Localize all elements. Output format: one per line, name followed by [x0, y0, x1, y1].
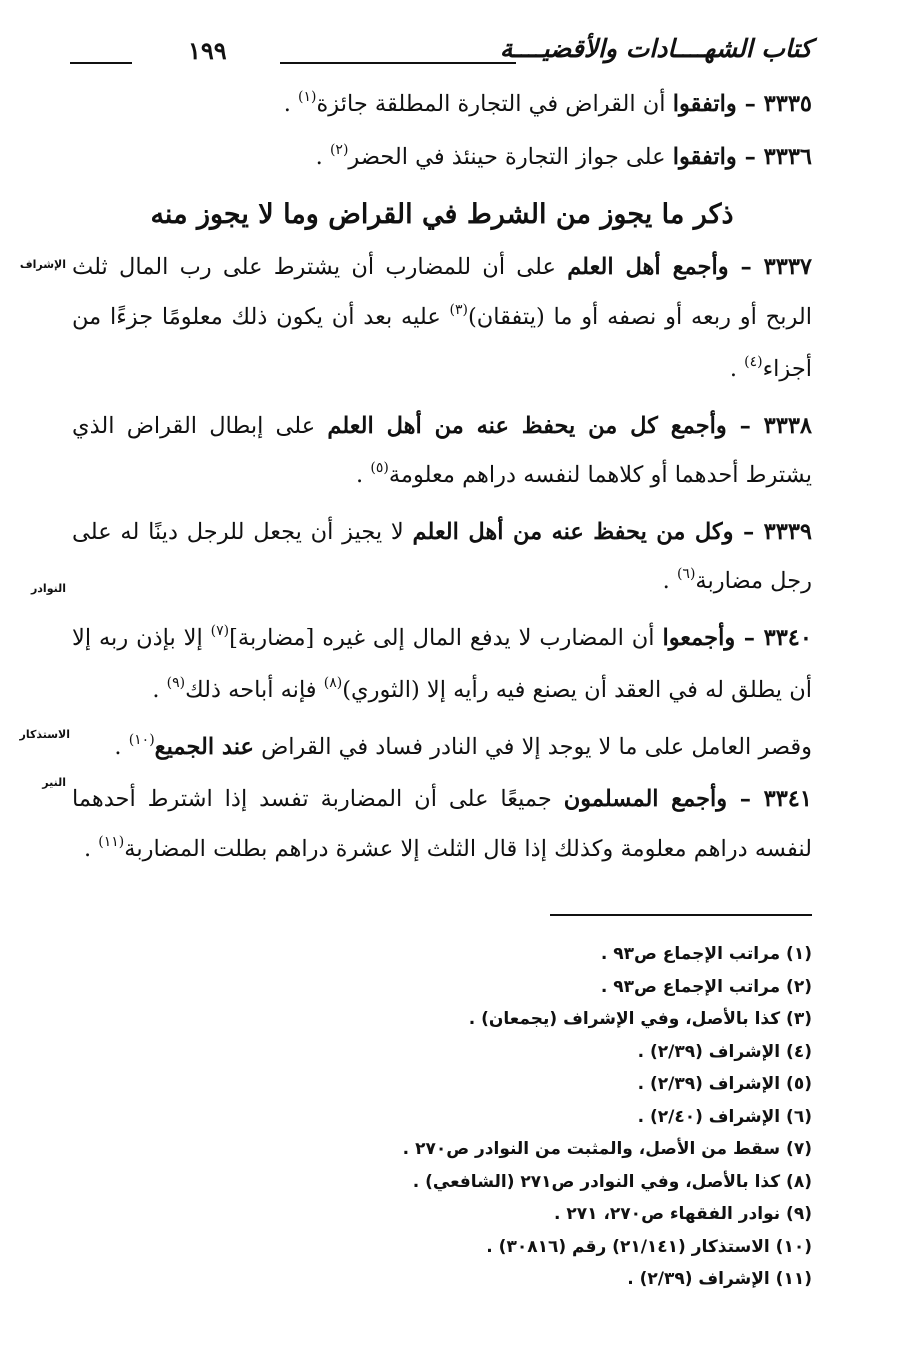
paragraph-text: على جواز التجارة حينئذ في الحضر [348, 143, 673, 170]
running-header [70, 34, 812, 74]
paragraph-text: لا يجيز أن يجعل للرجل دينًا له على رجل مضاربة [72, 518, 812, 594]
footnote-9: (٩) نوادر الفقهاء ص٢٧٠، ٢٧١ . [554, 1204, 812, 1224]
page-number: ١٩٩ [188, 36, 227, 65]
footnote-11: (١١) الإشراف (٢/٣٩) . [627, 1269, 812, 1289]
paragraph-text: إلا بإذن ربه إلا أن يطلق له في العقد أن يصنع فيه رأيه إلا (الثوري) [72, 624, 812, 703]
paragraph-text: أن القراض في التجارة المطلقة جائزة [316, 91, 673, 117]
footnote-ref: (٧) [210, 622, 230, 639]
paragraph-3338: ٣٣٣٨ – وأجمع كل من يحفظ عنه من أهل العلم على إبطال القراض الذي يشترط أحدهما أو كلاهما لنفسه دراهم معلومة$^{(٥)}$ . [72, 412, 813, 488]
paragraph-3339: ٣٣٣٩ – وكل من يحفظ عنه من أهل العلم لا يجيز أن يجعل للرجل دينًا له على رجل مضاربة$^{(٦)}$ . [72, 518, 812, 594]
footnote-1: (١) مراتب الإجماع ص٩٣ . [600, 944, 812, 964]
entry-number: ٣٣٣٨ [763, 412, 813, 439]
lead-phrase: واتفقوا [672, 143, 737, 170]
paragraph-qasr [72, 723, 812, 776]
footnote-7: (٧) سقط من الأصل، والمثبت من النوادر ص٢٧٠ . [402, 1139, 812, 1159]
footnote-10: (١٠) الاستذكار (٢١/١٤١) رقم (٣٠٨١٦) . [486, 1236, 812, 1257]
footnotes [72, 938, 812, 1296]
paragraph-tail: . [152, 677, 167, 703]
paragraph-text: فإنه أباحه ذلك [185, 677, 324, 703]
paragraph-tail: . [356, 462, 371, 488]
lead-phrase: واتفقوا [672, 91, 737, 117]
paragraph-3337: ٣٣٣٧ – وأجمع أهل العلم على أن للمضارب أن يشترط على رب المال ثلث الربح أو ربعه أو نصفه أو ما (يتفقان)$^{(٣)}$ عليه بعد أن يكون ذلك معلومًا جزءًا من أجزاء$^{(٤)}$ . [72, 254, 813, 382]
footnote-ref: (٩) [166, 675, 186, 691]
paragraph-3340: ٣٣٤٠ – وأجمعوا أن المضارب لا يدفع المال إلى غيره [مضاربة]$^{(٧)}$ إلا بإذن ربه إلا أن يطلق له في العقد أن يصنع فيه رأيه إلا (الثوري)$^{(٨)}$ فإنه أباحه ذلك$^{(٩)}$ . [72, 622, 812, 703]
paragraph-text: أن المضارب لا يدفع المال إلى غيره [مضاربة] [229, 624, 663, 651]
main-text [72, 80, 812, 877]
footnote-6: (٦) الإشراف (٢/٤٠) . [637, 1106, 812, 1127]
footnote-8: (٨) كذا بالأصل، وفي النوادر ص٢٧١ (الشافعي) . [412, 1171, 812, 1192]
lead-phrase: وأجمع المسلمون [563, 786, 728, 812]
footnote-5: (٥) الإشراف (٢/٣٩) . [637, 1074, 812, 1094]
paragraph-tail: . [729, 356, 745, 382]
margin-note-ishraf: الإشراف [19, 258, 66, 271]
paragraph-tail: . [315, 143, 330, 170]
footnote-ref: (٣) [449, 301, 468, 318]
header-rule-left [70, 62, 132, 64]
entry-number: ٣٣٤٠ [763, 624, 812, 651]
footnote-3: (٣) كذا بالأصل، وفي الإشراف (يجمعان) . [468, 1009, 812, 1029]
section-heading: ذكر ما يجوز من الشرط في القراض وما لا يجوز منه [150, 199, 734, 230]
entry-number: ٣٣٤١ [763, 786, 812, 812]
footnote-ref: (٦) [676, 566, 696, 582]
footnote-ref: (٤) [744, 354, 763, 370]
lead-phrase: وأجمعوا [662, 624, 736, 651]
footnote-ref: (١٠) [128, 731, 155, 748]
entry-number: ٣٣٣٧ [763, 254, 813, 280]
margin-note-istidhkar: الاستذكار [19, 728, 70, 741]
footnote-ref: (٨) [323, 675, 343, 691]
entry-number: ٣٣٣٥ [763, 91, 812, 117]
paragraph-text: عليه بعد أن يكون ذلك معلومًا جزءًا من أجزاء [72, 303, 812, 382]
paragraph-text: على إبطال القراض الذي يشترط أحدهما أو كلاهما لنفسه دراهم معلومة [72, 412, 812, 488]
entry-number: ٣٣٣٦ [763, 143, 812, 170]
paragraph-tail: . [114, 733, 129, 760]
margin-note-nayyir: النير [42, 776, 66, 789]
lead-phrase: وكل من يحفظ عنه من أهل العلم [412, 518, 734, 545]
book-title: كتاب الشهــــادات والأقضيــــة [499, 34, 812, 63]
footnote-ref: (٢) [329, 141, 349, 158]
footnote-2: (٢) مراتب الإجماع ص٩٣ . [600, 976, 812, 997]
paragraph-text: جميعًا على أن المضاربة تفسد إذا اشترط أحدهما لنفسه دراهم معلومة وكذلك إذا قال الثلث إلا عشرة دراهم بطلت المضاربة [72, 786, 812, 862]
paragraph-3336: ٣٣٣٦ – واتفقوا على جواز التجارة حينئذ في الحضر$^{(٢)}$ . [315, 141, 812, 170]
paragraph-tail: . [662, 568, 677, 594]
paragraph-3335: ٣٣٣٥ – واتفقوا أن القراض في التجارة المطلقة جائزة$^{(١)}$ . [283, 89, 812, 117]
lead-phrase: وأجمع كل من يحفظ عنه من أهل العلم [327, 412, 727, 439]
lead-phrase: عند الجميع [154, 733, 254, 760]
footnote-ref: (١١) [98, 833, 125, 850]
paragraph-tail: . [283, 91, 299, 117]
footnote-ref: (٥) [370, 460, 389, 476]
paragraph-text: على أن للمضارب أن يشترط على رب المال ثلث الربح أو ربعه أو نصفه أو ما (يتفقان) [72, 254, 812, 330]
header-rule [280, 62, 516, 64]
footnote-separator [550, 914, 812, 916]
footnote-4: (٤) الإشراف (٢/٣٩) . [637, 1041, 812, 1062]
lead-phrase: وأجمع أهل العلم [567, 254, 729, 280]
margin-note-nawadir: النوادر [30, 582, 66, 595]
paragraph-tail: . [83, 835, 99, 862]
entry-number: ٣٣٣٩ [763, 518, 812, 545]
footnote-ref: (١) [298, 89, 317, 105]
paragraph-3341: ٣٣٤١ – وأجمع المسلمون جميعًا على أن المضاربة تفسد إذا اشترط أحدهما لنفسه دراهم معلومة وكذلك إذا قال الثلث إلا عشرة دراهم بطلت المضاربة$^{(١١)}$ . [72, 786, 812, 862]
paragraph-text: وقصر العامل على ما لا يوجد إلا في النادر فساد في القراض [253, 733, 812, 760]
